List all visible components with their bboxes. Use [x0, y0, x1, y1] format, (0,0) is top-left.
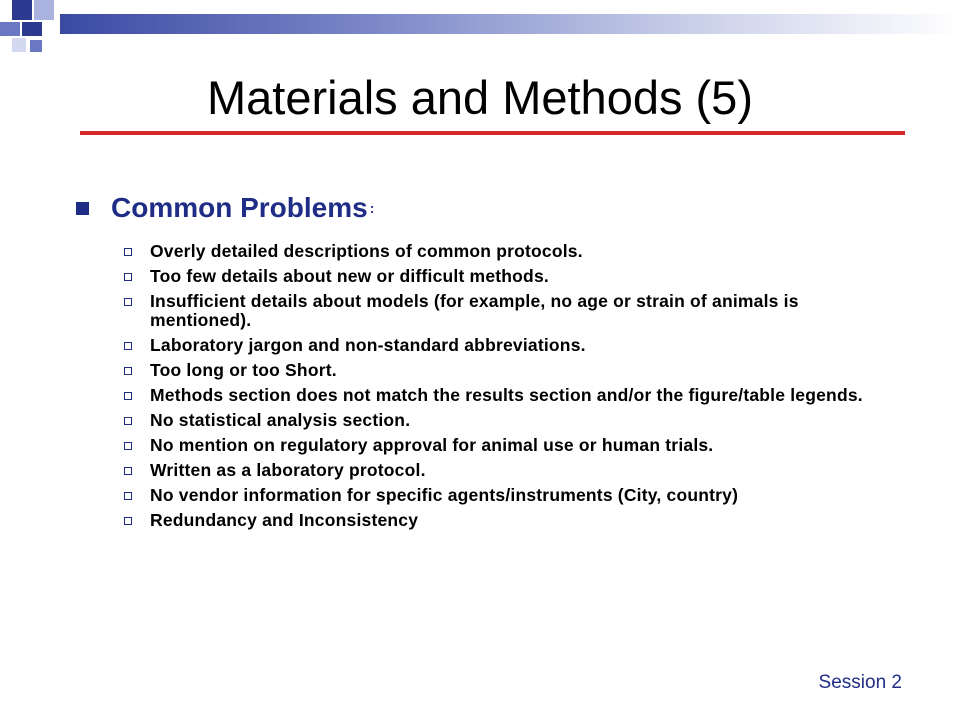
checkbox-bullet-icon	[124, 367, 132, 375]
checkbox-bullet-icon	[124, 248, 132, 256]
list-item	[124, 511, 884, 530]
decor-square	[12, 0, 32, 20]
decor-square	[34, 0, 54, 20]
section-heading	[76, 192, 374, 224]
list-item-text: Insufficient details about models (for example, no age or strain of animals is mentioned).	[150, 291, 799, 330]
list-item-text: No mention on regulatory approval for animal use or human trials.	[150, 435, 714, 455]
list-item-text: No vendor information for specific agents/instruments (City, country)	[150, 485, 739, 505]
slide-title: Materials and Methods (5)	[207, 71, 753, 124]
list-item-text: Too few details about new or difficult methods.	[150, 266, 549, 286]
checkbox-bullet-icon	[124, 273, 132, 281]
list-item	[124, 336, 884, 355]
list-item	[124, 486, 884, 505]
session-footer: Session 2	[818, 672, 902, 693]
section-heading-label: Common Problems	[111, 192, 368, 223]
list-item-text: Laboratory jargon and non-standard abbreviations.	[150, 335, 586, 355]
decor-square	[22, 22, 42, 36]
list-item-text: Methods section does not match the results section and/or the figure/table legends.	[150, 385, 863, 405]
decor-square	[0, 22, 20, 36]
list-item	[124, 361, 884, 380]
checkbox-bullet-icon	[124, 492, 132, 500]
title-underline	[80, 131, 905, 135]
section-heading-colon: :	[369, 200, 375, 216]
checkbox-bullet-icon	[124, 517, 132, 525]
list-item	[124, 242, 884, 261]
list-item	[124, 461, 884, 480]
list-item-text: No statistical analysis section.	[150, 410, 411, 430]
checkbox-bullet-icon	[124, 442, 132, 450]
checkbox-bullet-icon	[124, 467, 132, 475]
header-gradient-bar	[60, 14, 960, 34]
checkbox-bullet-icon	[124, 342, 132, 350]
checkbox-bullet-icon	[124, 417, 132, 425]
checkbox-bullet-icon	[124, 298, 132, 306]
list-item-text: Overly detailed descriptions of common protocols.	[150, 241, 583, 261]
list-item	[124, 267, 884, 286]
checkbox-bullet-icon	[124, 392, 132, 400]
decor-square	[12, 38, 26, 52]
problem-list	[124, 242, 884, 536]
square-bullet-icon	[76, 202, 89, 215]
list-item	[124, 411, 884, 430]
list-item	[124, 292, 884, 330]
list-item-text: Written as a laboratory protocol.	[150, 460, 426, 480]
list-item-text: Too long or too Short.	[150, 360, 337, 380]
list-item	[124, 386, 884, 405]
list-item-text: Redundancy and Inconsistency	[150, 510, 419, 530]
list-item	[124, 436, 884, 455]
decor-square	[30, 40, 42, 52]
